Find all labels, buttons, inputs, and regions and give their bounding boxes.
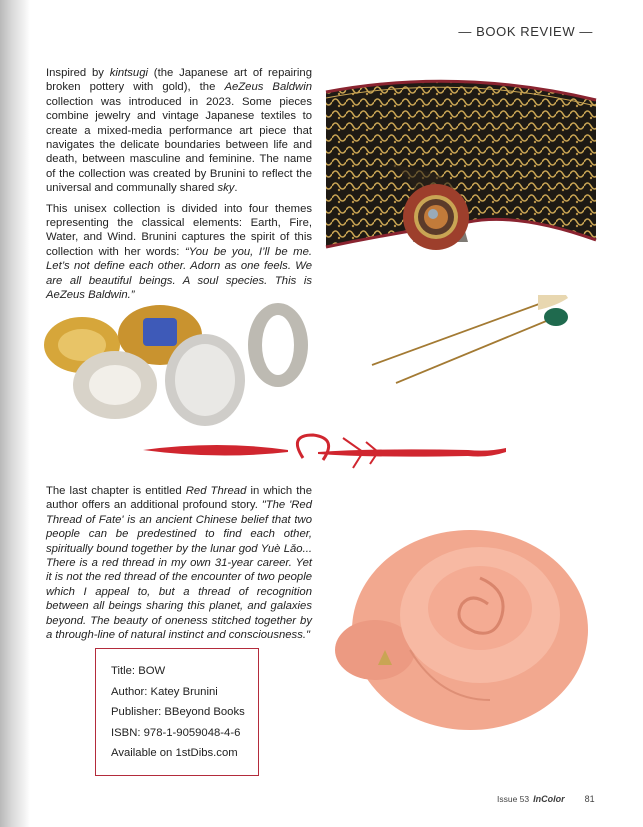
article-column-bottom — [46, 484, 312, 648]
page-number: 81 — [584, 794, 595, 804]
article-column-top — [46, 66, 312, 309]
book-isbn: ISBN: 978-1-9059048-4-6 — [111, 726, 241, 739]
ornamental-divider — [138, 430, 508, 480]
page-spine-shadow — [0, 0, 30, 827]
belt-buckle — [403, 184, 469, 250]
magazine-logo: InColor — [533, 794, 565, 804]
belt-photo — [318, 72, 604, 262]
issue-number: Issue 53 — [497, 794, 530, 804]
book-publisher: Publisher: BBeyond Books — [111, 706, 245, 718]
section-label: — BOOK REVIEW — — [458, 24, 593, 39]
paragraph-1: Inspired by kintsugi (the Japanese art of repairing broken pottery with gold), the AeZeus Baldwin collection was introduced in 2023. Some pieces combine jewelry and vintage Japanese textiles to create a mixed-media performance art piece that navigates the delicate boundaries between life and death, between masculine and feminine. The name of the collection was created by Brunini to reflect the universal and communally shared sky. — [46, 67, 312, 195]
paragraph-3: The last chapter is entitled Red Thread in which the author offers an additional profound story. "The 'Red Thread of Fate' is an ancient Chinese belief that two people can be predestined to find each other, spiritually bound together by the lunar god Yuè Lǎo... There is a red thread in my own 31-year career. Yet it is not the red thread of the encounter of two people which I appeal to, but a thread of recognition between all beings sharing this planet, and galaxies beyond. The beauty of oneness stitched together by a through-line of natural instinct and consciousness." — [46, 485, 312, 642]
rings-photo — [40, 300, 325, 435]
book-author: Author: Katey Brunini — [111, 685, 218, 698]
book-availability: Available on 1stDibs.com — [111, 747, 238, 759]
stickpins-photo — [360, 295, 580, 395]
coral-rose-photo — [330, 500, 600, 740]
book-title: Title: BOW — [111, 665, 166, 677]
book-info-box — [95, 648, 259, 776]
paragraph-2: This unisex collection is divided into four themes representing the classical elements: Earth, Fire, Water, and Wind. Brunini captures the spirit of this collection with her words: “You be you, I’ll be me. Let’s not define each other. Adorn as one feels. We are all beautiful beings. A soul species. This is AeZeus Baldwin.” — [46, 202, 313, 302]
page-footer — [497, 794, 595, 804]
